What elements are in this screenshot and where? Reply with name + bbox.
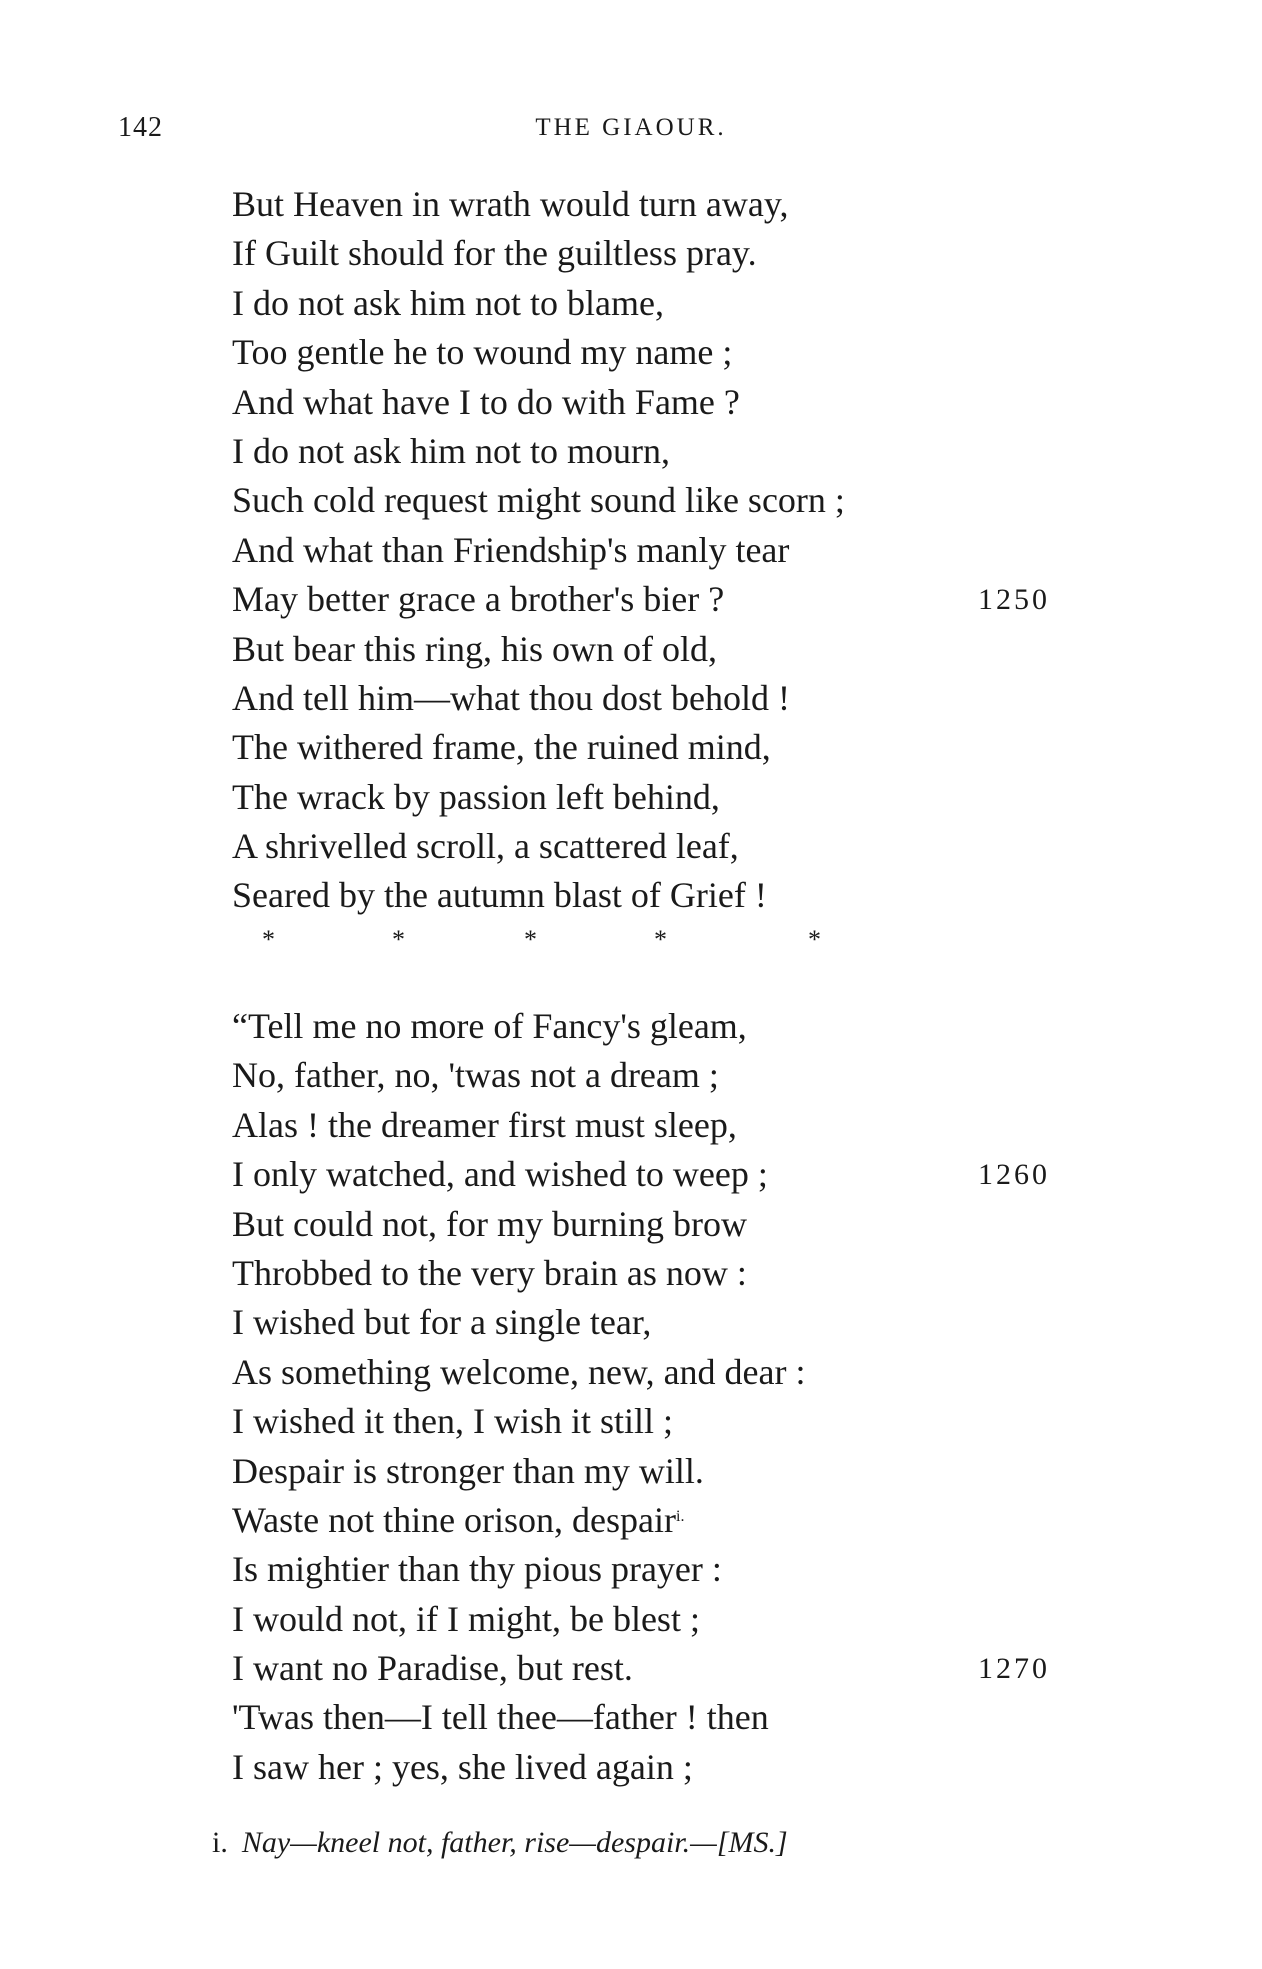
poem-line [0, 575, 1262, 624]
stanza-1 [0, 180, 1262, 921]
poem-line [0, 328, 1262, 377]
poem-line-text: The withered frame, the ruined mind, [232, 727, 771, 768]
poem-line [0, 773, 1262, 822]
poem-line-text: But could not, for my burning brow [232, 1203, 747, 1244]
poem-line [0, 1447, 1262, 1496]
poem-line-text: Waste not thine orison, despair$^{i.}$ [232, 1499, 685, 1540]
page-number: 142 [118, 112, 163, 143]
poem-line-text: The wrack by passion left behind, [232, 776, 720, 817]
poem-line [0, 1348, 1262, 1397]
poem-line-text: Is mightier than thy pious prayer : [232, 1549, 722, 1590]
footnote-text: Nay—kneel not, father, rise—despair.—[MS.] [241, 1826, 788, 1859]
poem-line-text: 'Twas then—I tell thee—father ! then [232, 1697, 769, 1738]
poem-line [0, 1101, 1262, 1150]
poem-line-text: And tell him—what thou dost behold ! [232, 677, 790, 718]
section-break [262, 920, 832, 960]
poem-line [0, 1595, 1262, 1644]
asterisk: * [524, 925, 537, 954]
poem-line [0, 1693, 1262, 1742]
poem-line-text: I do not ask him not to mourn, [232, 430, 670, 471]
poem-line [0, 1051, 1262, 1100]
poem-line [0, 378, 1262, 427]
stanza-2 [0, 1002, 1262, 1792]
running-title: THE GIAOUR. [535, 114, 727, 141]
poem-line [0, 1496, 1262, 1545]
poem-line-text: A shrivelled scroll, a scattered leaf, [232, 826, 739, 867]
poem-line [0, 279, 1262, 328]
poem-line-text: Such cold request might sound like scorn ; [232, 480, 845, 521]
poem-line-text: I wished but for a single tear, [232, 1302, 652, 1343]
poem-line [0, 1002, 1262, 1051]
line-number: 1270 [978, 1652, 1050, 1686]
asterisk: * [654, 925, 667, 954]
poem-line [0, 229, 1262, 278]
poem-line [0, 427, 1262, 476]
asterisk: * [392, 925, 405, 954]
poem-line-text: If Guilt should for the guiltless pray. [232, 233, 757, 274]
poem-line [0, 1397, 1262, 1446]
poem-line-text: I want no Paradise, but rest. [232, 1648, 633, 1689]
footnote-reference: i. [676, 1507, 685, 1525]
poem-line [0, 1743, 1262, 1792]
poem-line [0, 1545, 1262, 1594]
asterisk: * [262, 925, 275, 954]
poem-line [0, 526, 1262, 575]
poem-line [0, 1249, 1262, 1298]
poem-line-text: I wished it then, I wish it still ; [232, 1401, 673, 1442]
line-number: 1250 [978, 583, 1050, 617]
poem-line-text: “Tell me no more of Fancy's gleam, [232, 1006, 747, 1046]
footnote-marker: i. [212, 1826, 228, 1859]
asterisk: * [808, 925, 821, 954]
poem-line-text: Seared by the autumn blast of Grief ! [232, 875, 767, 916]
poem-line [0, 674, 1262, 723]
poem-line-text: And what than Friendship's manly tear [232, 529, 790, 570]
footnote [212, 1826, 788, 1860]
poem-line [0, 1644, 1262, 1693]
poem-line [0, 1200, 1262, 1249]
poem-line-text: I saw her ; yes, she lived again ; [232, 1746, 693, 1787]
poem-line [0, 1298, 1262, 1347]
poem-line-text: Despair is stronger than my will. [232, 1450, 704, 1491]
poem-line-text: I only watched, and wished to weep ; [232, 1154, 768, 1195]
poem-line [0, 476, 1262, 525]
poem-line [0, 871, 1262, 920]
poem-line [0, 822, 1262, 871]
poem-line [0, 723, 1262, 772]
poem-line-text: May better grace a brother's bier ? [232, 579, 725, 620]
poem-line [0, 625, 1262, 674]
poem-line-text: I do not ask him not to blame, [232, 282, 664, 323]
poem-line-text: No, father, no, 'twas not a dream ; [232, 1055, 719, 1096]
poem-line-text: I would not, if I might, be blest ; [232, 1598, 700, 1639]
poem-line-text: As something welcome, new, and dear : [232, 1351, 806, 1392]
poem-line-text: Alas ! the dreamer first must sleep, [232, 1104, 737, 1145]
line-number: 1260 [978, 1158, 1050, 1192]
poem-line-text: But bear this ring, his own of old, [232, 628, 717, 669]
poem-line-text: Too gentle he to wound my name ; [232, 332, 733, 373]
poem-line [0, 1150, 1262, 1199]
poem-line [0, 180, 1262, 229]
poem-line-text: Throbbed to the very brain as now : [232, 1252, 747, 1293]
poem-line-text: And what have I to do with Fame ? [232, 381, 740, 422]
poem-line-text: But Heaven in wrath would turn away, [232, 184, 789, 224]
